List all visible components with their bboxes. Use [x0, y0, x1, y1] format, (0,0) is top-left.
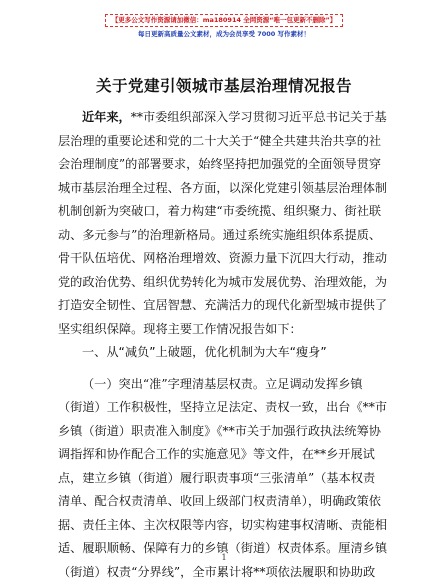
text-line: 据、责任主体、主次权限等内容，切实构建事权清晰、责能相 [58, 514, 388, 538]
intro-first-line [58, 106, 388, 130]
text-line: （一）突出“准”字理清基层权责。立足调动发挥乡镇 [58, 373, 388, 397]
section-spacer [58, 365, 388, 373]
text-line: 乡镇（街道）职责准入制度》《**市关于加强行政执法统筹协 [58, 420, 388, 444]
text-line: 党的政治优势、组织优势转化为城市发展优势、治理效能，为 [58, 271, 388, 295]
page-number: 1 [0, 553, 448, 562]
text-line: 清单、配合权责清单、收回上级部门权责清单），明确政策依 [58, 490, 388, 514]
text-line: 点，建立乡镇（街道）履行职责事项“三张清单”（基本权责 [58, 467, 388, 491]
text-line: 机制创新为突破口，着力构建“市委统揽、组织聚力、街社联 [58, 200, 388, 224]
text-line: （街道）工作积极性，坚持立足法定、责权一致，出台《**市 [58, 396, 388, 420]
text-line: 适、履职顺畅、保障有力的乡镇（街道）权责体系。厘清乡镇 [58, 537, 388, 561]
promo-line-wechat: 【更多公文写作资源请加微信：ma180914 全网资源“唯一包更新不删除”】 [105, 14, 344, 27]
text-line: 骨干队伍培优、网格治理增效、资源力量下沉四大行动，推动 [58, 247, 388, 271]
promo-line-membership: 每日更新高质量公文素材，成为会员享受 7000 写作素材！ [0, 30, 448, 39]
section-heading: 一、从“减负”上破题，优化机制为大车“瘦身” [58, 341, 388, 365]
text-line: **市委组织部深入学习贯彻习近平总书记关于基 [131, 110, 387, 124]
intro-lead: 近年来， [82, 110, 131, 124]
text-line: 动、多元参与”的治理新格局。通过系统实施组织体系提质、 [58, 224, 388, 248]
promo-banner [0, 7, 448, 39]
document-title: 关于党建引领城市基层治理情况报告 [0, 74, 448, 96]
text-line: 调指挥和协作配合工作的实施意见》等文件，在**乡开展试 [58, 443, 388, 467]
text-line: 城市基层治理全过程、各方面，以深化党建引领基层治理体制 [58, 177, 388, 201]
text-line: 打造安全韧性、宜居智慧、充满活力的现代化新型城市提供了 [58, 294, 388, 318]
text-line: 会治理制度”的部署要求，始终坚持把加强党的全面领导贯穿 [58, 153, 388, 177]
text-line: 坚实组织保障。现将主要工作情况报告如下： [58, 318, 388, 342]
text-line: （街道）权责“分界线”，全市累计将**项依法履职和协助政 [58, 561, 388, 584]
document-body [58, 106, 388, 584]
text-line: 层治理的重要论述和党的二十大关于“健全共建共治共享的社 [58, 130, 388, 154]
